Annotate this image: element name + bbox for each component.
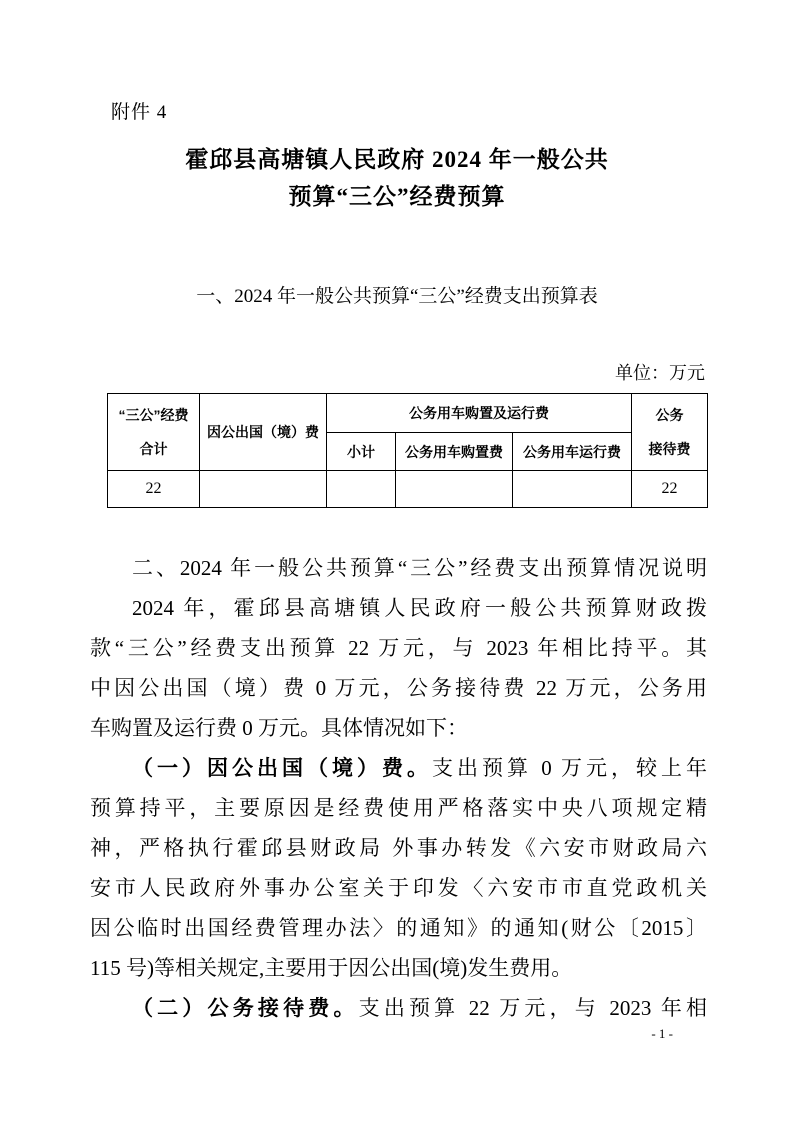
line-text: 115 号)等相关规定,主要用于因公出国(境)发生费用。 <box>90 956 573 980</box>
attachment-label: 附件 4 <box>111 102 168 123</box>
paragraph-line <box>90 588 707 628</box>
table-header-vehicle-operation: 公务用车运行费 <box>513 433 632 471</box>
table-header-total-line1: “三公”经费 <box>118 407 189 423</box>
line-text: 支出预算 0 万元，较上年 <box>432 756 707 780</box>
table-header-reception <box>632 394 708 471</box>
paragraph-line <box>90 628 707 668</box>
paragraph-line <box>90 828 707 868</box>
table-header-reception-line2: 接待费 <box>648 441 691 457</box>
line-text: 二、2024 年一般公共预算“三公”经费支出预算情况说明 <box>132 556 707 580</box>
unit-note: 单位：万元 <box>615 363 705 383</box>
cell-total: 22 <box>108 471 200 508</box>
table-header-abroad: 因公出国（境）费 <box>200 394 327 471</box>
cell-reception: 22 <box>632 471 708 508</box>
cell-vehicle-subtotal <box>327 471 396 508</box>
table-data-row <box>108 471 708 508</box>
line-text: 神，严格执行霍邱县财政局 外事办转发《六安市财政局六 <box>90 836 707 860</box>
body-text <box>90 548 707 1028</box>
document-title-line2: 预算“三公”经费预算 <box>288 184 506 209</box>
table-header-total <box>108 394 200 471</box>
paragraph-line <box>90 748 707 788</box>
document-title <box>0 141 794 215</box>
table-header-total-line2: 合计 <box>139 441 168 457</box>
budget-table <box>107 393 708 508</box>
table-header-reception-line1: 公务 <box>655 407 684 423</box>
document-title-line1: 霍邱县高塘镇人民政府 2024 年一般公共 <box>185 147 609 172</box>
table-header-vehicle-subtotal: 小计 <box>327 433 396 471</box>
line-text: 款“三公”经费支出预算 22 万元，与 2023 年相比持平。其 <box>90 636 707 660</box>
line-text: 车购置及运行费 0 万元。具体情况如下： <box>90 716 468 740</box>
page-number: - 1 - <box>651 1026 673 1041</box>
table-header-vehicle-group: 公务用车购置及运行费 <box>327 394 632 433</box>
cell-abroad <box>200 471 327 508</box>
paragraph-line <box>90 668 707 708</box>
line-text: 预算持平，主要原因是经费使用严格落实中央八项规定精 <box>90 796 707 820</box>
line-bold: （一）因公出国（境）费。 <box>132 756 432 780</box>
section1-heading: 一、2024 年一般公共预算“三公”经费支出预算表 <box>196 286 598 307</box>
paragraph-line <box>90 788 707 828</box>
paragraph-line <box>90 908 707 948</box>
line-bold: （二）公务接待费。 <box>132 996 359 1020</box>
table-header-vehicle-purchase: 公务用车购置费 <box>396 433 513 471</box>
paragraph-line <box>90 948 707 988</box>
line-text: 支出预算 22 万元，与 2023 年相 <box>358 996 708 1020</box>
line-text: 因公临时出国经费管理办法〉的通知》的通知(财公〔2015〕 <box>90 916 707 940</box>
line-text: 安市人民政府外事办公室关于印发〈六安市市直党政机关 <box>90 876 707 900</box>
paragraph-line <box>90 868 707 908</box>
paragraph-line <box>90 548 707 588</box>
paragraph-line <box>90 988 707 1028</box>
line-text: 中因公出国（境）费 0 万元，公务接待费 22 万元，公务用 <box>90 676 707 700</box>
line-text: 2024 年，霍邱县高塘镇人民政府一般公共预算财政拨 <box>132 596 707 620</box>
cell-vehicle-operation <box>513 471 632 508</box>
paragraph-line <box>90 708 707 748</box>
cell-vehicle-purchase <box>396 471 513 508</box>
